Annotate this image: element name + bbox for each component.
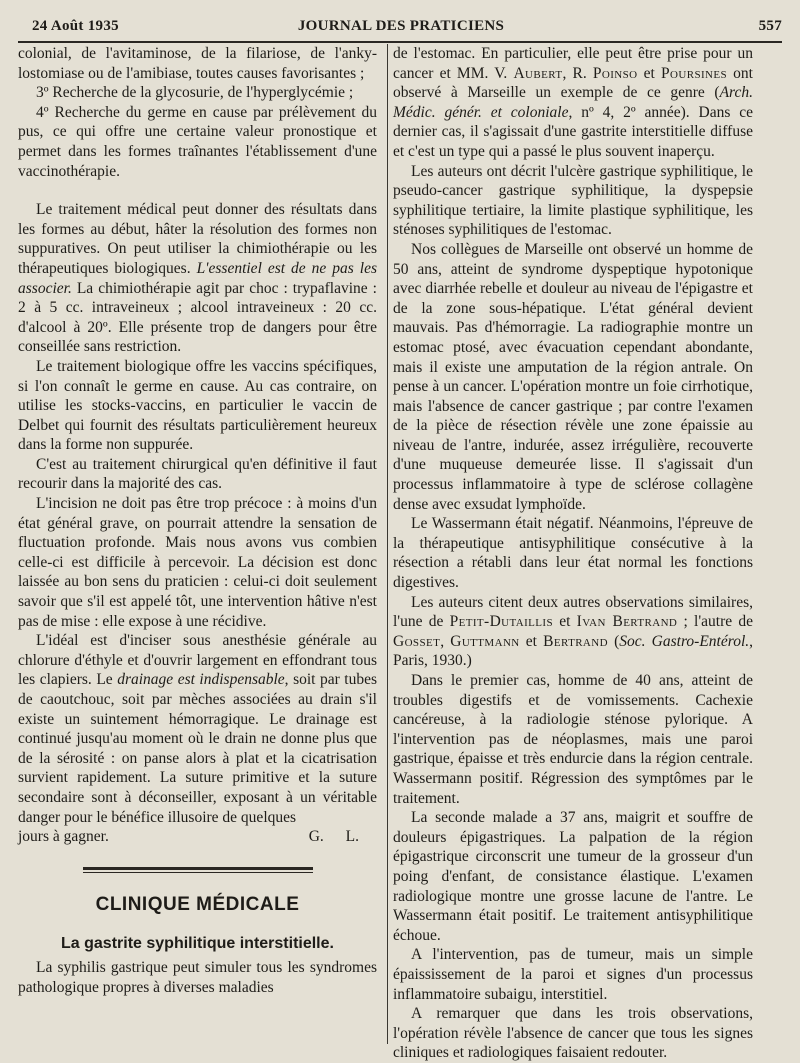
paragraph: Nos collègues de Marseille ont observé un homme de 50 ans, atteint de syndrome dyspeptique hypotonique avec diarrhée rebelle et douleur au niveau de l'épigastre et de la zone sous-hépatique. L'état général devient mauvais. Pas d'hémorragie. La radiographie montre un estomac ptosé, avec évacuation cependant abondante, mais il existe une amputation de la région antrale. On pense à un cancer. L'opération montre un foie cirrhotique, mais l'absence de cancer gastrique ; par contre l'examen de la pièce de résection révèle une zone épaissie au niveau de l'antre, indurée, assez irrégulière, recouverte d'une muqueuse demeurée lisse. Il s'agissait d'un processus inflammatoire à type de sclérose collagène dense avec exsudat lymphoïde. xyxy=(393,240,753,513)
author-name: Petit-Dutaillis xyxy=(449,613,553,631)
paragraph: A l'intervention, pas de tumeur, mais un simple épaississement de la paroi et signes d'un processus inflammatoire subaigu, interstitiel. xyxy=(393,946,753,1003)
page-number: 557 xyxy=(758,18,782,34)
author-name: Poinso xyxy=(592,64,638,82)
author-name: Gosset xyxy=(393,632,441,650)
paragraph: 3º Recherche de la glycosurie, de l'hyperglycémie ; xyxy=(36,84,354,102)
paragraph: C'est au traitement chirurgical qu'en définitive il faut recourir dans la majorité des cas. xyxy=(18,455,377,493)
author-name: Ivan Bertrand xyxy=(576,613,678,631)
author-name: Bertrand xyxy=(543,632,608,650)
author-name: Aubert xyxy=(513,64,563,82)
citation: Soc. Gastro-Entérol. xyxy=(619,632,750,650)
section-heading: CLINIQUE MÉDICALE xyxy=(95,893,300,915)
author-name: Poursines xyxy=(661,64,728,82)
journal-title: JOURNAL DES PRATICIENS xyxy=(297,18,505,34)
left-column xyxy=(18,44,377,997)
section-ornament-rule xyxy=(83,867,313,873)
header-rule xyxy=(18,41,782,43)
paragraph: Le traitement médical peut donner des résultats dans les formes au début, hâter la résolution des formes non suppuratives. On peut utiliser la chimiothérapie ou les thérapeutiques biologiques. L'essentiel est de ne pas les associer. La chimiothérapie agit par choc : trypaflavine : 2 à 5 cc. intraveineux ; alcool intraveineux : 20 cc. d'alcool à 20º. Elle présente trop de dangers pour être conseillée sans restriction. xyxy=(18,201,377,356)
article-title: La gastrite syphilitique interstitielle. xyxy=(61,935,334,953)
author-name: Guttmann xyxy=(450,632,520,650)
paragraph: Le traitement biologique offre les vaccins spécifiques, si l'on connaît le germe en cause. Au cas contraire, on utilise les stocks-vaccins, en particulier le vaccin de Delbet qui fournit des résultats particulièrement heureux dans la forme non suppurée. xyxy=(18,357,377,454)
paragraph: L'incision ne doit pas être trop précoce : à moins d'un état général grave, on pourrait attendre la sensation de fluctuation profonde. Mais nous avons vus combien celle-ci est difficile à percevoir. La décision est donc laissée au bon sens du praticien : celui-ci doit seulement savoir que s'il est appelé tôt, une intervention hâtive n'est pas de mise : elle expose à une récidive. xyxy=(18,495,377,630)
paragraph: Les auteurs citent deux autres observations similaires, l'une de Petit-Dutaillis et Ivan Bertrand ; l'autre de Gosset, Guttmann et Bertrand (Soc. Gastro-Entérol., Paris, 1930.) xyxy=(393,593,754,670)
paragraph: Les auteurs ont décrit l'ulcère gastrique syphilitique, le pseudo-cancer gastrique syphilitique, la dyspepsie syphilitique tertiaire, la limite plastique syphilitique, les sténoses syphilitiques de l'estomac. xyxy=(393,162,753,239)
paragraph: de l'estomac. En particulier, elle peut être prise pour un cancer et MM. V. Aubert, R. Poinso et Poursines ont observé à Marseille un exemple de ce genre (Arch. Médic. génér. et coloniale, nº 4, 2º année). Dans ce dernier cas, il s'agissait d'une gastrite interstitielle diffuse et c'est un type qui a passé le plus souvent inaperçu. xyxy=(393,45,754,160)
running-header xyxy=(20,14,782,38)
paragraph: A remarquer que dans les trois observations, l'opération révèle l'absence de cancer que tous les signes cliniques et radiologiques faisaient redouter. xyxy=(393,1005,753,1062)
paragraph: Le Wassermann était négatif. Néanmoins, l'épreuve de la thérapeutique antisyphilitique consécutive à la résection a rétabli dans leur état normal les fonctions digestives. xyxy=(393,515,753,592)
paragraph-end: jours à gagner. xyxy=(18,828,109,846)
paragraph: La seconde malade a 37 ans, maigrit et souffre de douleurs épigastriques. La palpation de la région épigastrique circonscrit une tumeur de la grosseur d'un poing d'enfant, de consistance élastique. L'examen radiologique montre une grosse lacune de l'antre. Le Wassermann était positif. Le traitement antisyphilitique échoue. xyxy=(393,809,753,944)
paragraph: 4º Recherche du germe en cause par prélèvement du pus, ce qui offre une certaine valeur pronostique et permet dans les formes traînantes l'établissement d'une vaccinothérapie. xyxy=(18,103,377,180)
author-signature: G. L. xyxy=(308,828,359,846)
right-column xyxy=(393,44,753,1063)
italic-emphasis: drainage est indispensable xyxy=(117,671,285,689)
paragraph: La syphilis gastrique peut simuler tous les syndromes pathologique propres à diverses maladies xyxy=(18,958,377,996)
header-date: 24 Août 1935 xyxy=(32,18,119,34)
paragraph: L'idéal est d'inciser sous anesthésie générale au chlorure d'éthyle et d'ouvrir largement en effondrant tous les clapiers. Le drainage est indispensable, soit par tubes de caoutchouc, soit par mèches associées au drain s'il existe un suintement hémorragique. Le drainage est continué jusqu'au moment où le drain ne donne plus que de la sérosité : on panse alors à plat et la cicatrisation survient rapidement. La suture primitive et la suture secondaire sont à déconseiller, exposant à un véritable danger pour le bénéfice illusoire de quelques xyxy=(18,632,378,826)
signature-line xyxy=(18,827,377,847)
paragraph: Dans le premier cas, homme de 40 ans, atteint de troubles digestifs et de vomissements. Cachexie cancéreuse, à la radiologie sténose pylorique. A l'intervention pas de néoplasmes, mais une paroi gastrique, épaisse et très endurcie dans la région centrale. Wassermann positif. Régression des symptômes par le traitement. xyxy=(393,672,753,807)
paragraph: colonial, de l'avitaminose, de la filariose, de l'ankylostomiase ou de l'amibiase, toutes causes favorisantes ; xyxy=(18,45,377,82)
column-divider xyxy=(387,44,388,1044)
italic-emphasis: L'essentiel est de ne pas les associer. xyxy=(18,259,377,297)
citation: Arch. Médic. génér. et coloniale xyxy=(393,84,753,121)
